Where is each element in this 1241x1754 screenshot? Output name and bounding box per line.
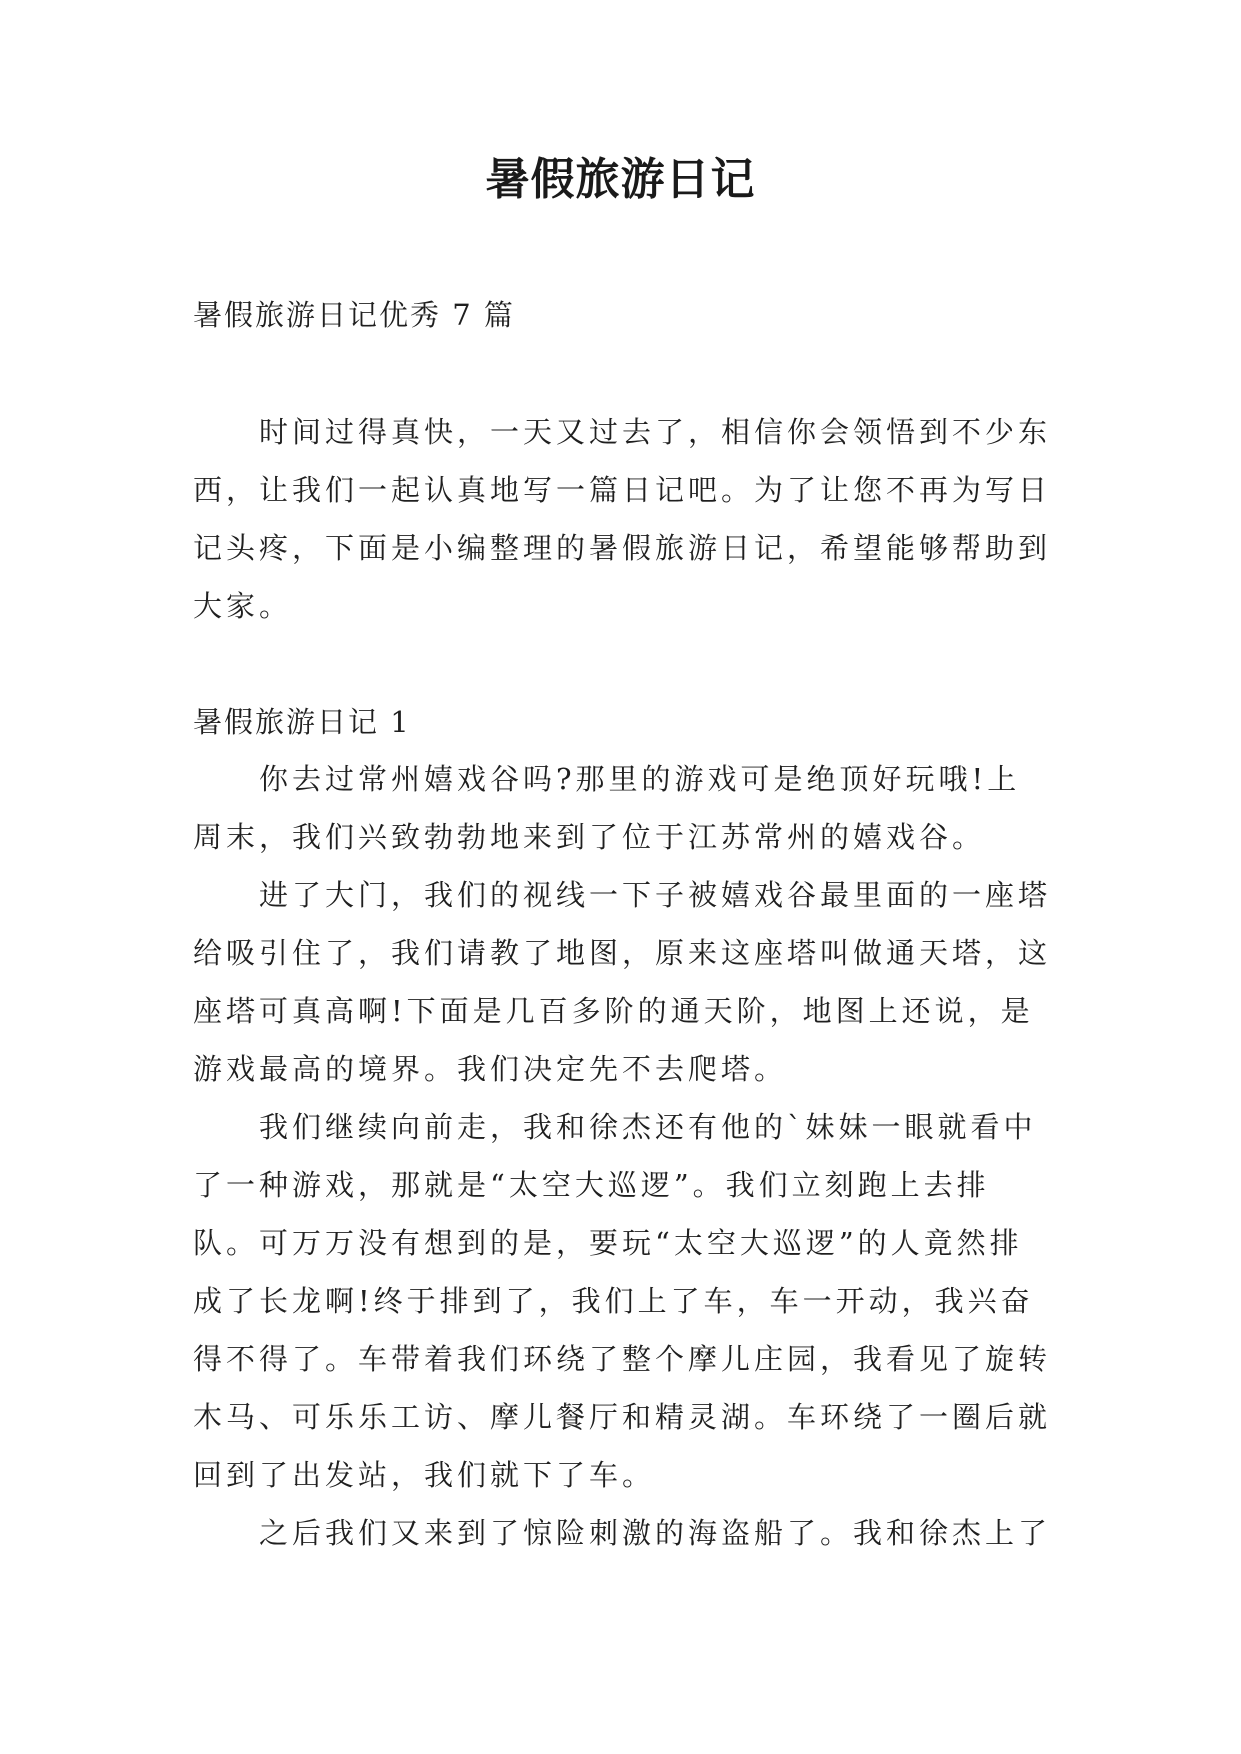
article-paragraph: 你去过常州嬉戏谷吗?那里的游戏可是绝顶好玩哦!上周末，我们兴致勃勃地来到了位于江苏常州的嬉戏谷。 (193, 762, 1021, 854)
intro-paragraph: 时间过得真快，一天又过去了，相信你会领悟到不少东西，让我们一起认真地写一篇日记吧。为了让您不再为写日记头疼，下面是小编整理的暑假旅游日记，希望能够帮助到大家。 (193, 415, 1052, 623)
document-subtitle: 暑假旅游日记优秀 7 篇 (193, 298, 515, 332)
section-heading: 暑假旅游日记 1 (193, 705, 411, 739)
article-paragraph: 进了大门，我们的视线一下子被嬉戏谷最里面的一座塔给吸引住了，我们请教了地图，原来这座塔叫做通天塔，这座塔可真高啊!下面是几百多阶的通天阶，地图上还说，是游戏最高的境界。我们决定先不去爬塔。 (193, 878, 1052, 1086)
article-paragraph: 之后我们又来到了惊险刺激的海盗船了。我和徐杰上了 (259, 1516, 1052, 1550)
diary-article (193, 750, 1053, 1562)
article-paragraph: 我们继续向前走，我和徐杰还有他的`妹妹一眼就看中了一种游戏，那就是“太空大巡逻”。我们立刻跑上去排队。可万万没有想到的是，要玩“太空大巡逻”的人竟然排成了长龙啊!终于排到了，我们上了车，车一开动，我兴奋得不得了。车带着我们环绕了整个摩儿庄园，我看见了旋转木马、可乐乐工访、摩儿餐厅和精灵湖。车环绕了一圈后就回到了出发站，我们就下了车。 (193, 1110, 1052, 1492)
page-title: 暑假旅游日记 (485, 154, 756, 205)
